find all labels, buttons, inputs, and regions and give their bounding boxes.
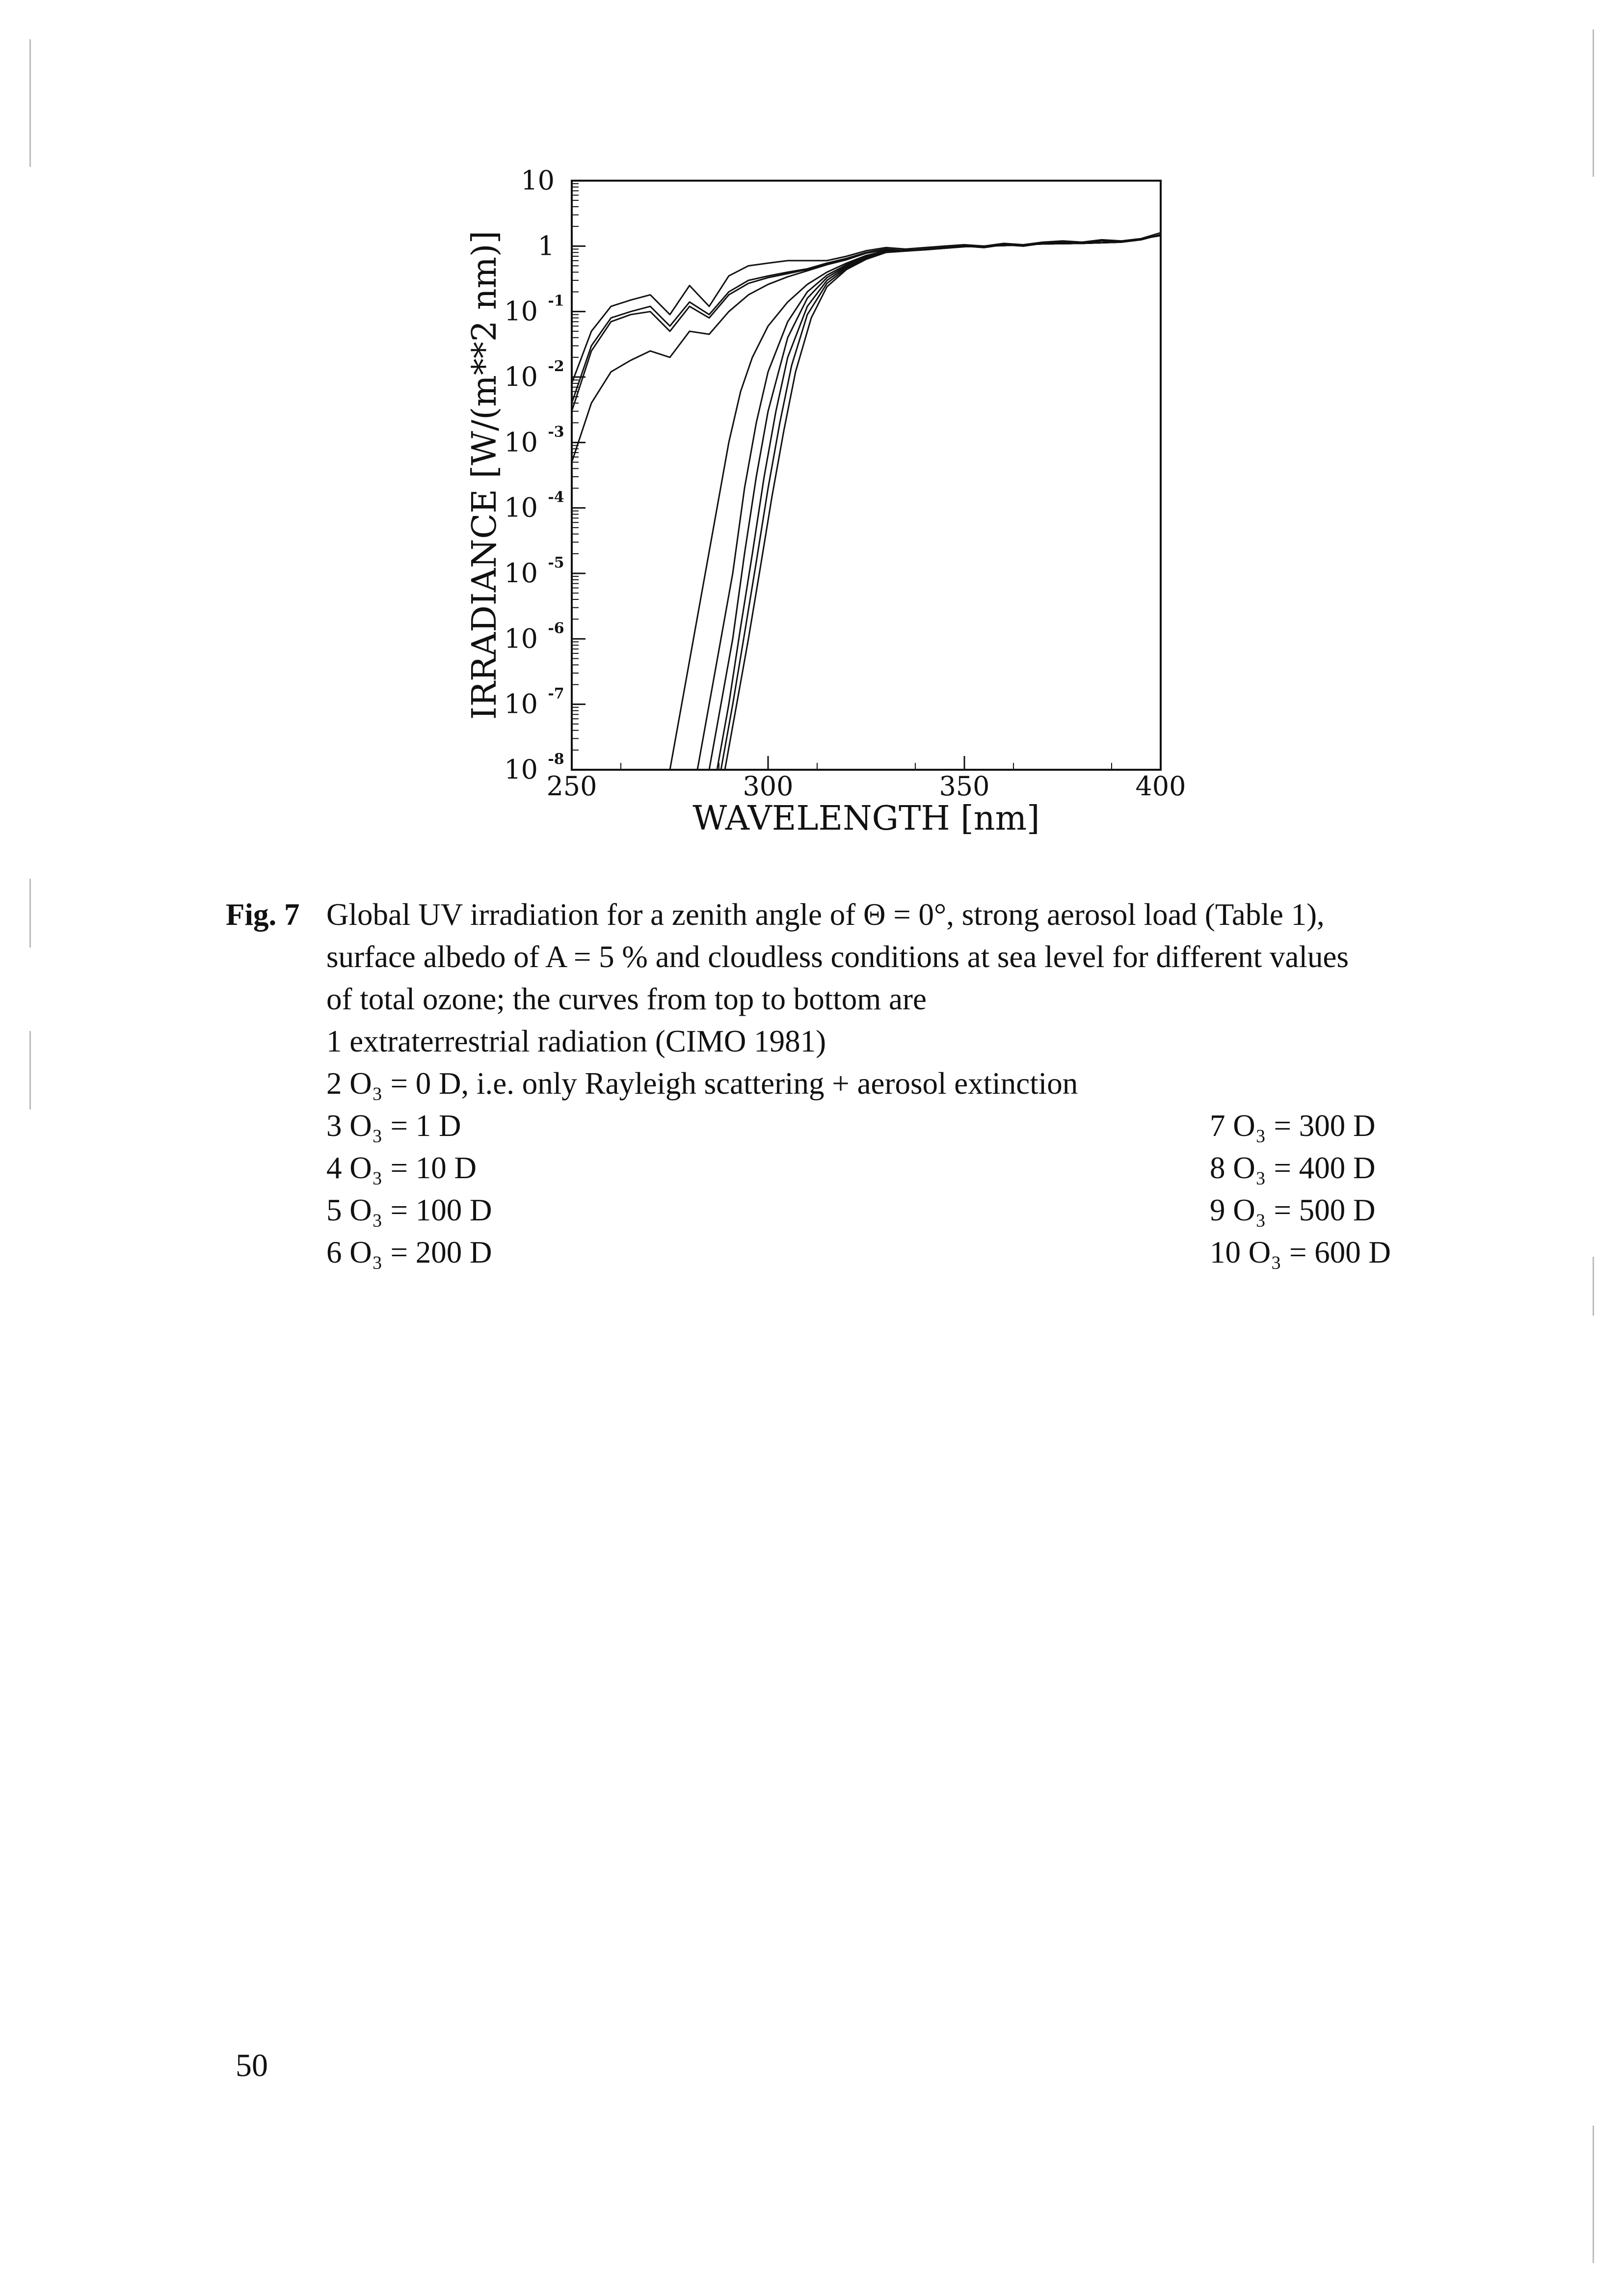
scan-margin-mark [29,879,31,947]
y-tick-exponent: -3 [548,423,564,441]
y-tick-label: 1 [537,230,555,262]
y-tick-exponent: -5 [548,554,564,571]
y-tick-label: 10 [521,165,555,196]
y-tick-label: 10 [504,754,538,785]
caption-line-2: surface albedo of A = 5 % and cloudless conditions at sea level for different values [326,940,1349,974]
y-tick-label: 10 [504,688,538,720]
y-tick-label: 10 [504,492,538,523]
caption-line-1: Global UV irradiation for a zenith angle of Θ = 0°, strong aerosol load (Table 1), [326,897,1325,932]
scan-margin-mark [29,39,31,167]
y-tick-label: 10 [504,558,538,589]
y-tick-exponent: -2 [548,358,564,375]
caption-item-4: 4 O₃ = 10 D [326,1151,477,1185]
figure-caption [226,893,1482,1273]
x-tick-label: 300 [743,771,794,802]
series-line-10 [725,236,1161,770]
figure-number: Fig. 7 [226,897,300,932]
series-line-3 [572,235,1161,411]
plot-series-group [572,233,1161,770]
series-line-8 [717,236,1161,770]
y-tick-exponent: -1 [548,292,564,310]
x-tick-label: 250 [546,771,597,802]
y-axis-title: IRRADIANCE [W/(m**2 nm)] [465,230,504,720]
series-line-6 [697,236,1161,770]
y-tick-label: 10 [504,361,538,392]
series-line-9 [721,236,1161,770]
x-axis-title: WAVELENGTH [nm] [692,799,1040,838]
y-tick-exponent: -8 [548,751,564,768]
caption-item-7: 7 O₃ = 300 D [1210,1108,1376,1143]
y-tick-label: 10 [504,427,538,458]
y-axis-ticks [504,165,585,785]
caption-line-3: of total ozone; the curves from top to bottom are [326,982,927,1016]
y-tick-exponent: -7 [548,685,564,702]
series-line-5 [670,236,1161,770]
caption-item-1: 1 extraterrestrial radiation (CIMO 1981) [326,1024,826,1058]
caption-item-5: 5 O₃ = 100 D [326,1193,492,1227]
caption-item-2: 2 O₃ = 0 D, i.e. only Rayleigh scattering + aerosol extinction [326,1066,1078,1101]
y-tick-label: 10 [504,623,538,654]
x-axis-ticks [546,756,1186,802]
y-tick-exponent: -4 [548,488,564,506]
caption-item-9: 9 O₃ = 500 D [1210,1193,1376,1227]
x-tick-label: 400 [1135,771,1186,802]
y-tick-exponent: -6 [548,620,564,637]
scan-margin-mark [1593,2126,1594,2263]
page-number: 50 [236,2048,268,2083]
scan-margin-mark [1593,29,1594,177]
y-axis-title-group [465,231,504,720]
caption-item-3: 3 O₃ = 1 D [326,1108,461,1143]
series-line-4 [572,235,1161,462]
y-tick-label: 10 [504,296,538,327]
caption-item-8: 8 O₃ = 400 D [1210,1151,1376,1185]
scan-margin-mark [1593,1257,1594,1316]
scan-margin-mark [29,1031,31,1109]
caption-item-10: 10 O₃ = 600 D [1210,1235,1391,1270]
irradiance-chart [0,0,1623,864]
x-tick-label: 350 [939,771,990,802]
plot-frame [572,181,1161,770]
caption-item-6: 6 O₃ = 200 D [326,1235,492,1270]
